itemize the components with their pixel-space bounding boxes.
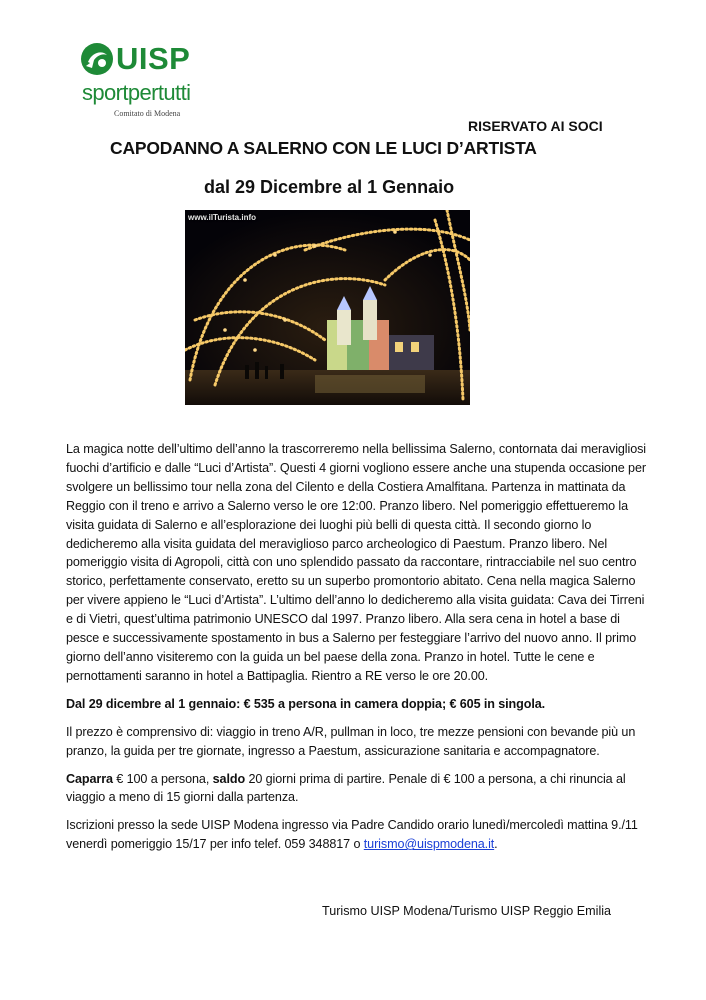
logo-tagline: sportpertutti xyxy=(82,80,191,105)
photo-watermark: www.ilTurista.info xyxy=(188,213,256,222)
email-link[interactable]: turismo@uispmodena.it xyxy=(363,837,495,852)
description-paragraph: La magica notte dell’ultimo dell’anno la trascorreremo nella bellissima Salerno, contornata dai meravigliosi fuochi d’artificio e dalle “Luci d’Artista”. Questi 4 giorni vogliono essere anche una stupenda occasione per svolgere un bellissimo tour nella zona del Cilento e della Costiera Amalfitana. Partenza in mattinata da Reggio con il treno e arrivo a Salerno verso le ore 12:00. Pranzo libero. Nel pomeriggio effettueremo la visita guidata di Salerno e all’esplorazione dei luoghi più belli di questa città. Il secondo giorno lo dedicheremo alla visita guidata del meraviglioso parco archeologico di Paestum. Pranzo libero. Nel pomeriggio visita di Agropoli, città con uno splendido passato da raccontare, rintracciabile nel suo centro storico, perfettamente conservato, eretto su un superbo promontorio abitato. Cena nella magica Salerno per vivere appieno le “Luci d’Artista”. L’ultimo dell’anno lo dedicheremo alla visita guidata: Cava dei Tirreni e di Vietri, quest’ultima patrimonio UNESCO dal 1997. Pranzo libero. Alla sera cena in hotel a base di pesce e successivamente spostamento in bus a Salerno per festeggiare l’arrivo del nuovo anno. Il primo giorno dell’anno visiteremo con la guida un bel paese della zona. Pranzo in hotel. Tutte le cene e pernottamenti saranno in hotel a Battipaglia. Rientro a RE verso le ore 20.00. xyxy=(66,442,647,683)
page-title: CAPODANNO A SALERNO CON LE LUCI D’ARTISTA xyxy=(110,138,537,158)
logo-brand: UISP xyxy=(116,41,191,76)
reserved-label: RISERVATO AI SOCI xyxy=(468,118,603,134)
deposit-paragraph xyxy=(66,770,648,808)
enroll-paragraph xyxy=(66,816,648,854)
price-paragraph: Dal 29 dicembre al 1 gennaio: € 535 a persona in camera doppia; € 605 in singola. xyxy=(66,696,546,711)
enroll-text: Iscrizioni presso la sede UISP Modena ingresso via Padre Candido orario lunedì/mercoledì mattina 9./11 venerdì pomeriggio 15/17 per info telef. 059 348817 o xyxy=(66,818,638,852)
penalty-text: 20 giorni prima di partire. Penale di € 100 a persona, a chi rinuncia al viaggio a meno di 15 giorni dalla partenza. xyxy=(66,771,626,805)
uisp-logo xyxy=(80,42,230,122)
date-range: dal 29 Dicembre al 1 Gennaio xyxy=(204,177,455,197)
salerno-lights-photo xyxy=(185,210,470,405)
signature: Turismo UISP Modena/Turismo UISP Reggio Emilia xyxy=(322,904,612,918)
balance-label: saldo xyxy=(212,771,246,786)
enroll-end: . xyxy=(494,837,498,852)
deposit-label: Caparra xyxy=(66,771,113,786)
deposit-text: € 100 a persona, xyxy=(112,771,213,786)
uisp-runner-icon xyxy=(80,42,114,76)
photo-illuminations-church-icon xyxy=(185,210,470,405)
includes-paragraph: Il prezzo è comprensivo di: viaggio in treno A/R, pullman in loco, tre mezze pensioni con bevande più un pranzo, la guida per tre giornate, ingresso a Paestum, assicurazione sanitaria e accompagnatore. xyxy=(66,724,636,758)
article-body xyxy=(66,440,648,863)
logo-committee: Comitato di Modena xyxy=(114,109,181,118)
